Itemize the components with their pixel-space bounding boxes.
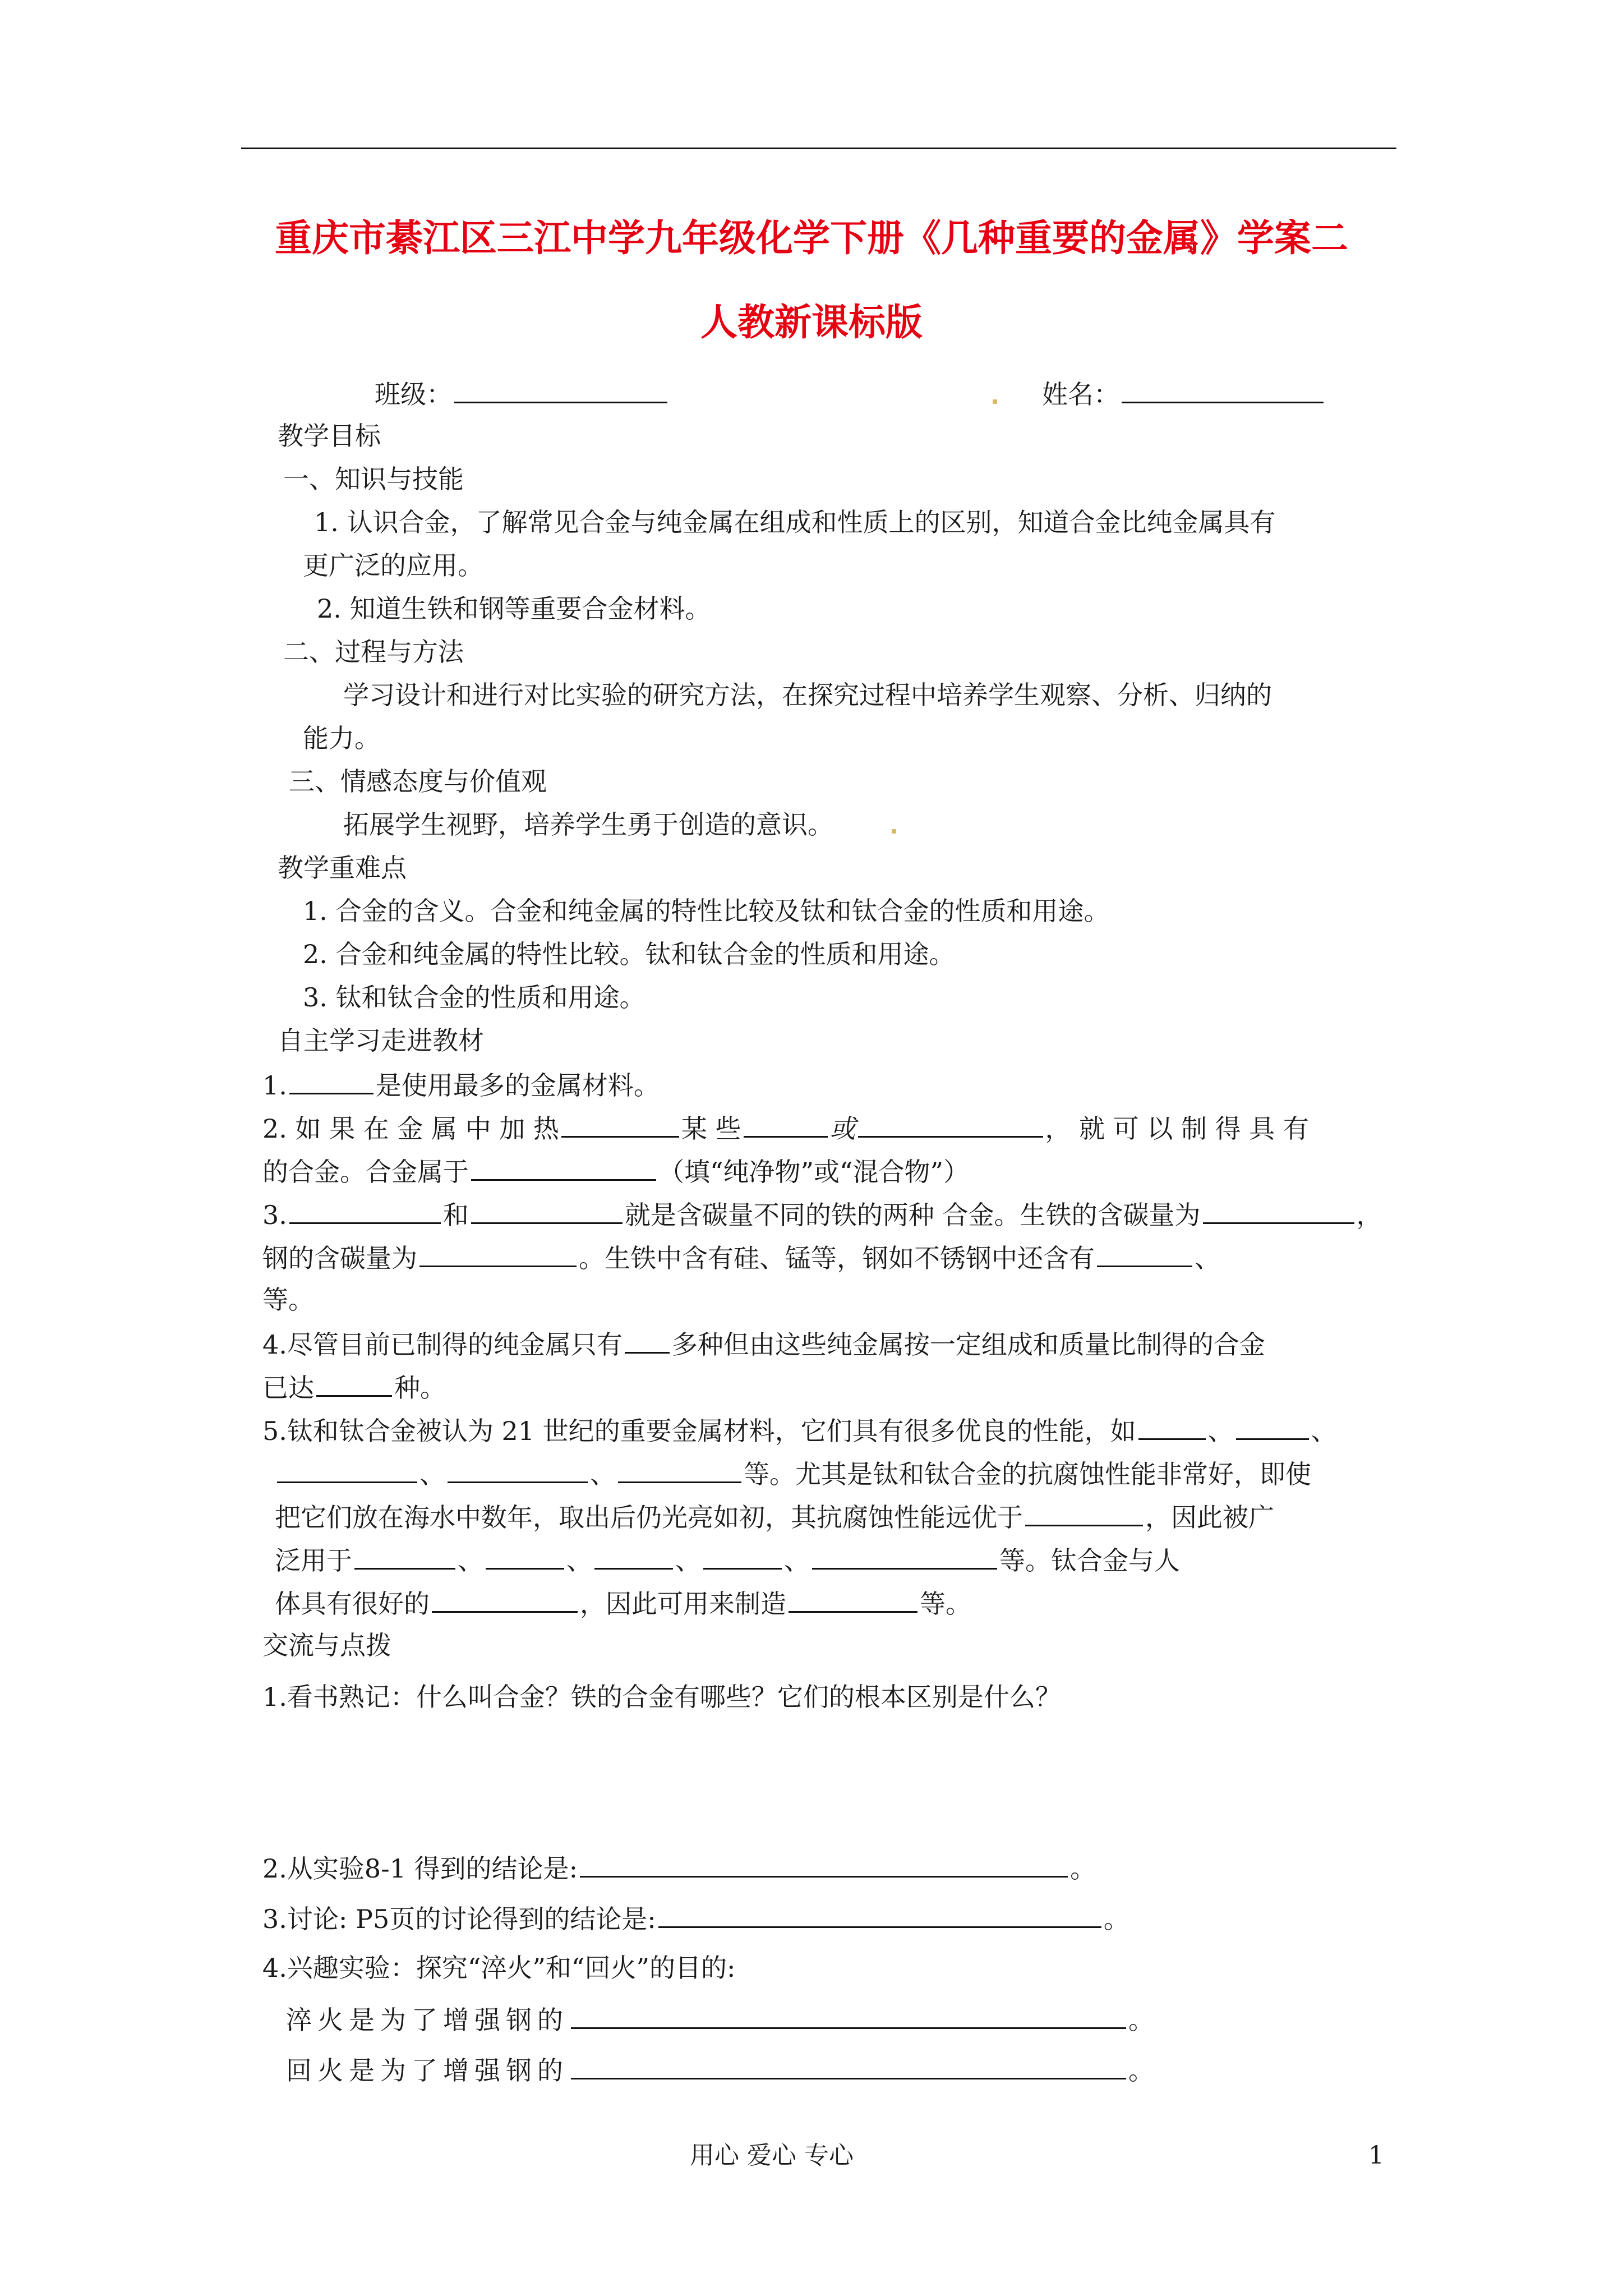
- self-study-q5-line3: 把它们放在海水中数年，取出后仍光亮如初，其抗腐蚀性能远优于 ，因此被广: [275, 1499, 1274, 1534]
- d3-blank: [658, 1901, 1101, 1928]
- difficulties-item-3: 3. 钛和钛合金的性质和用途。: [303, 982, 645, 1013]
- self-study-q1: 1. 是使用最多的金属材料。: [262, 1067, 660, 1102]
- goals-item-1a: 1. 认识合金，了解常见合金与纯金属在组成和性质上的区别，知道合金比纯金属具有: [314, 507, 1276, 537]
- d2-blank: [580, 1850, 1068, 1878]
- q4-blank-2: [316, 1369, 392, 1397]
- q3-blank-5: [1097, 1240, 1192, 1267]
- self-study-q4-line2: 已达 种。: [262, 1369, 446, 1405]
- self-study-q4-line1: 4.尽管目前已制得的纯金属只有 多种但由这些纯金属按一定组成和质量比制得的合金: [262, 1326, 1265, 1361]
- goals-section-2: 二、过程与方法: [283, 637, 464, 667]
- page-number: 1: [1368, 2141, 1384, 2170]
- q5-blank-9: [594, 1542, 673, 1570]
- self-study-q3-line2: 钢的含碳量为 。生铁中含有硅、锰等，钢如不锈钢中还含有 、: [262, 1240, 1220, 1275]
- goals-section-3: 三、情感态度与价值观: [289, 766, 547, 797]
- difficulties-item-1: 1. 合金的含义。合金和纯金属的特性比较及钛和钛合金的性质和用途。: [303, 896, 1110, 926]
- discussion-item-2: 2.从实验8-1 得到的结论是: 。: [262, 1850, 1096, 1885]
- self-study-q3-line1: 3. 和 就是含碳量不同的铁的两种 合金。生铁的含碳量为 ，: [262, 1197, 1382, 1232]
- d4a-blank: [571, 2001, 1126, 2029]
- goals-item-2: 2. 知道生铁和钢等重要合金材料。: [317, 593, 711, 624]
- q5-blank-11: [812, 1542, 997, 1570]
- goals-section-1: 一、知识与技能: [283, 464, 464, 494]
- name-blank: [1122, 376, 1324, 403]
- goals-heading: 教学目标: [278, 421, 381, 451]
- self-study-q5-line1: 5.钛和钛合金被认为 21 世纪的重要金属材料，它们具有很多优良的性能，如 、 、: [262, 1412, 1337, 1448]
- discussion-item-4: 4.兴趣实验：探究“淬火”和“回火”的目的:: [262, 1953, 736, 1983]
- discussion-item-1: 1.看书熟记：什么叫合金？铁的合金有哪些？它们的根本区别是什么？: [262, 1682, 1061, 1712]
- name-field: [1042, 376, 1326, 411]
- q5-blank-7: [354, 1542, 455, 1570]
- class-blank: [454, 376, 667, 403]
- q3-blank-4: [419, 1240, 577, 1267]
- q2-blank-2: [744, 1110, 828, 1138]
- goals-item-1b: 更广泛的应用。: [303, 550, 483, 581]
- speck: [892, 829, 896, 834]
- q2-blank-3: [858, 1110, 1043, 1138]
- header-rule: [241, 148, 1396, 149]
- self-study-q2-line1: 2. 如 果 在 金 属 中 加 热 某 些 或 ， 就 可 以 制 得 具 有: [262, 1110, 1309, 1145]
- self-study-q5-line4: 泛用于 、 、 、 、 等。钛合金与人: [275, 1542, 1180, 1577]
- q5-blank-13: [789, 1585, 917, 1613]
- q5-blank-1: [1138, 1412, 1206, 1440]
- q3-blank-2: [471, 1197, 623, 1224]
- q2-blank-4: [471, 1153, 656, 1181]
- q5-blank-3: [277, 1456, 417, 1483]
- discussion-item-4a: 淬火是为了增强钢的 。: [286, 2001, 1154, 2037]
- doc-title-line1: 重庆市綦江区三江中学九年级化学下册《几种重要的金属》学案二: [275, 217, 1348, 260]
- goals-section-2-text-b: 能力。: [303, 723, 380, 753]
- discussion-heading: 交流与点拨: [262, 1630, 391, 1660]
- q1-blank: [289, 1067, 374, 1094]
- speck: [993, 399, 997, 404]
- discussion-item-4b: 回火是为了增强钢的 。: [286, 2052, 1154, 2087]
- difficulties-heading: 教学重难点: [278, 853, 407, 883]
- q2-blank-1: [561, 1110, 679, 1138]
- q5-blank-4: [448, 1456, 588, 1483]
- q3-blank-1: [289, 1197, 441, 1224]
- q5-blank-2: [1236, 1412, 1309, 1440]
- discussion-item-3: 3.讨论: P5页的讨论得到的结论是: 。: [262, 1901, 1129, 1936]
- q5-blank-6: [1025, 1499, 1143, 1526]
- self-study-q2-line2: 的合金。合金属于 （填“纯净物”或“混合物”）: [262, 1153, 969, 1189]
- goals-section-3-text: 拓展学生视野，培养学生勇于创造的意识。: [343, 809, 833, 840]
- self-study-q5-line5: 体具有很好的 ，因此可用来制造 等。: [275, 1585, 971, 1621]
- q5-blank-8: [486, 1542, 564, 1570]
- q5-blank-10: [703, 1542, 782, 1570]
- q5-blank-12: [432, 1585, 578, 1613]
- q5-blank-5: [618, 1456, 741, 1483]
- class-label: 班级：: [375, 379, 452, 409]
- goals-section-2-text-a: 学习设计和进行对比实验的研究方法，在探究过程中培养学生观察、分析、归纳的: [343, 680, 1272, 710]
- class-field: [375, 376, 670, 411]
- d4b-blank: [571, 2052, 1126, 2079]
- q3-blank-3: [1203, 1197, 1354, 1224]
- self-study-heading: 自主学习走进教材: [278, 1025, 484, 1056]
- difficulties-item-2: 2. 合金和纯金属的特性比较。钛和钛合金的性质和用途。: [303, 939, 955, 969]
- doc-title-line2: 人教新课标版: [700, 301, 923, 344]
- self-study-q5-line2: 、 、 等。尤其是钛和钛合金的抗腐蚀性能非常好，即使: [275, 1456, 1311, 1491]
- name-label: 姓名：: [1042, 379, 1119, 409]
- footer-motto: 用心 爱心 专心: [690, 2141, 854, 2170]
- self-study-q3-line3: 等。: [262, 1285, 314, 1315]
- q4-blank-1: [625, 1326, 670, 1354]
